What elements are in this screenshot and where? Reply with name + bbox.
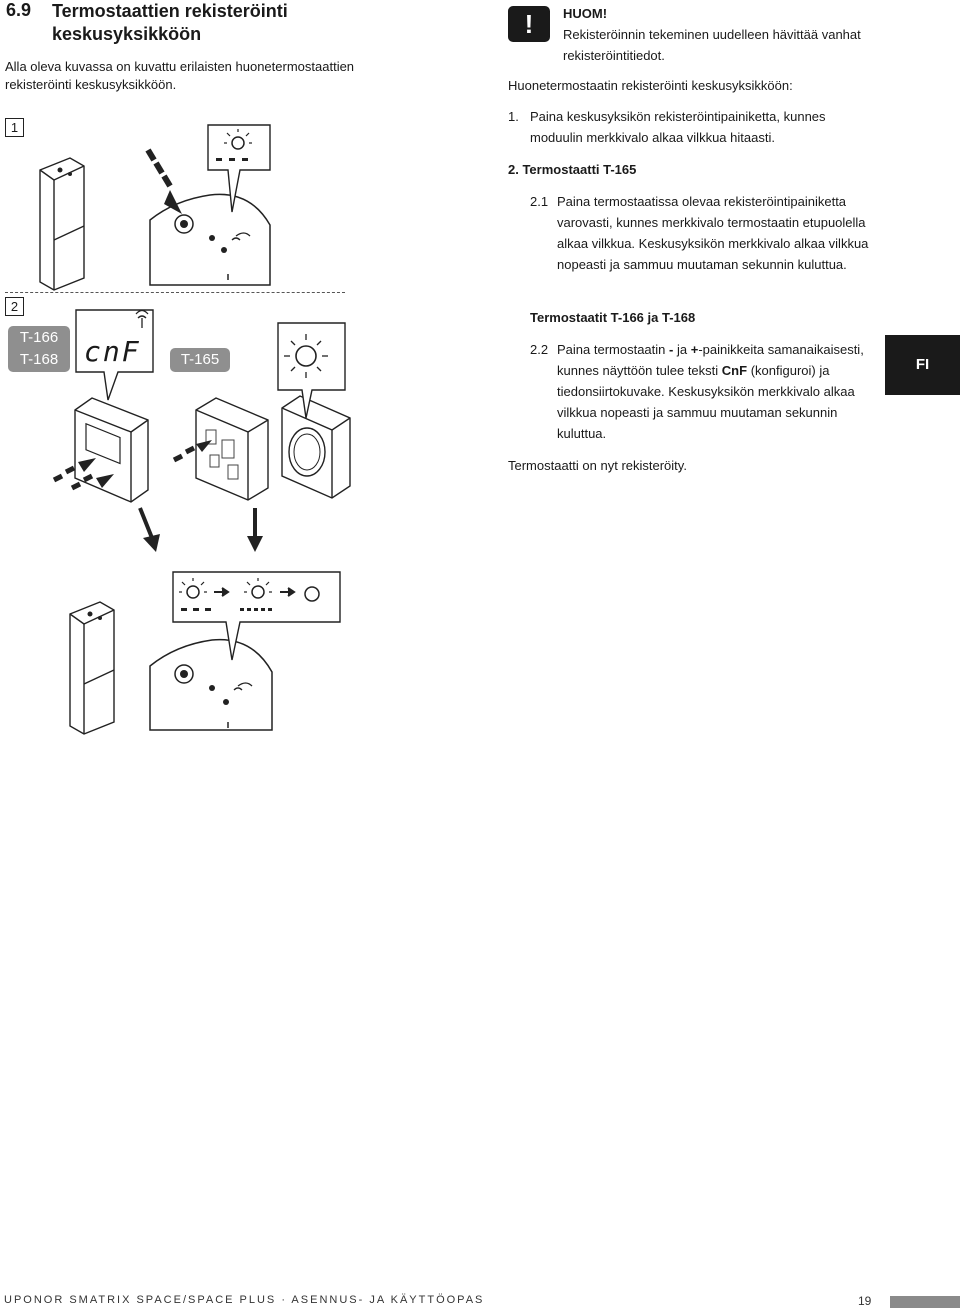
display-cnf: cnF xyxy=(84,335,141,368)
step21-number: 2.1 xyxy=(530,194,549,209)
final-statement: Termostaatti on nyt rekisteröity. xyxy=(508,458,687,473)
heading-t166-t168: Termostaatit T-166 ja T-168 xyxy=(530,310,696,325)
minus-key-label: - xyxy=(669,342,674,357)
step22-number: 2.2 xyxy=(530,342,549,357)
warning-icon: ! xyxy=(508,6,550,42)
step2-heading: 2. Termostaatti T-165 xyxy=(508,162,637,177)
step22-part-a: Paina termostaatin xyxy=(557,342,666,357)
cnf-label: CnF xyxy=(721,363,748,378)
section-intro: Alla oleva kuvassa on kuvattu erilaisten huonetermostaattien rekisteröinti keskusyksikköön. xyxy=(5,59,355,92)
step22-part-b: ja xyxy=(677,342,688,357)
model-label-t168: T-168 xyxy=(19,351,59,368)
step21-text: Paina termostaatissa olevaa rekisteröintipainiketta varovasti, kunnes merkkivalo termostaatin etupuolella alkaa vilkkua. Keskusyksikön merkkivalo alkaa vilkkua nopeasti ja sammuu muutaman sekunnin kuluttua. xyxy=(557,194,869,272)
plus-key-label: + xyxy=(690,342,699,357)
step2-badge: 2 xyxy=(5,297,24,316)
model-label-t166: T-166 xyxy=(19,329,59,346)
footer-bar xyxy=(890,1296,960,1308)
step1-badge: 1 xyxy=(5,118,24,137)
step22-part-d: (konfiguroi) ja tiedonsiirtokuvake. Keskusyksikön merkkivalo alkaa vilkkua nopeasti ja sammuu muutaman sekunnin kuluttua. xyxy=(557,363,855,441)
step1-number: 1. xyxy=(508,109,519,124)
section-title: Termostaattien rekisteröinti keskusyksikköön xyxy=(52,1,288,44)
instructions-lead: Huonetermostaatin rekisteröinti keskusyksikköön: xyxy=(508,78,793,93)
step22-text xyxy=(557,339,877,444)
notice-text: Rekisteröinnin tekeminen uudelleen hävittää vanhat rekisteröintitiedot. xyxy=(563,27,861,63)
step1-text: Paina keskusyksikön rekisteröintipainiketta, kunnes moduulin merkkivalo alkaa vilkkua hitaasti. xyxy=(530,109,826,145)
step22-part-c: -painikkeita samanaikaisesti, kunnes näyttöön tulee teksti xyxy=(557,342,864,378)
language-tab: FI xyxy=(885,335,960,395)
footer-title: UPONOR SMATRIX SPACE/SPACE PLUS · ASENNUS- JA KÄYTTÖOPAS xyxy=(4,1294,485,1306)
notice-heading: HUOM! xyxy=(563,6,608,21)
page-number: 19 xyxy=(858,1294,872,1308)
section-number: 6.9 xyxy=(6,0,32,20)
model-tag-t165: T-165 xyxy=(170,348,230,372)
